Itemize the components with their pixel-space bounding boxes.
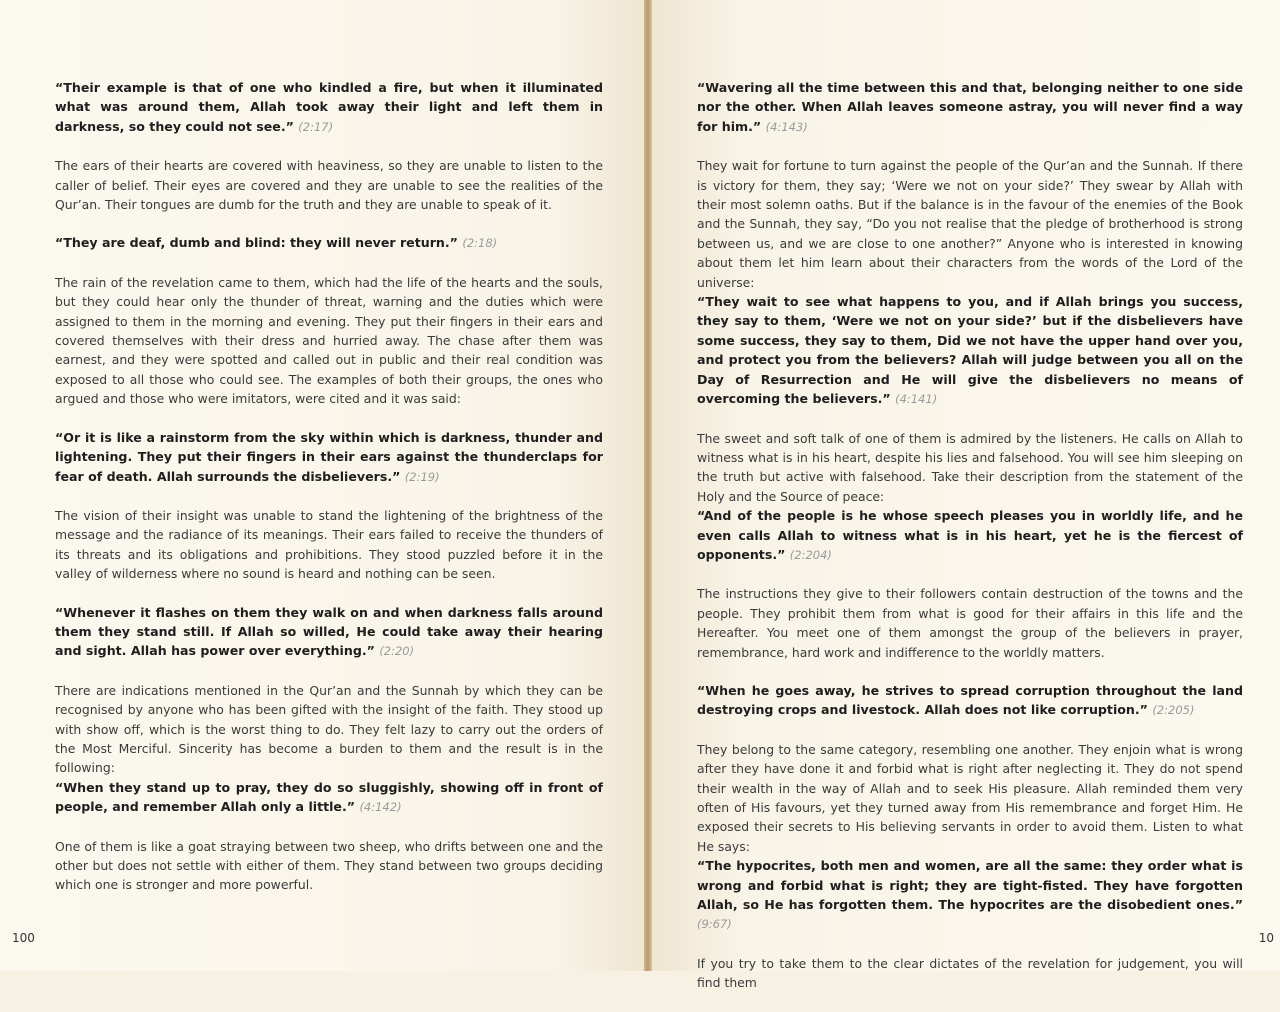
verse-reference: (4:143) (765, 119, 808, 134)
quote-paragraph: “Whenever it flashes on them they walk on and when darkness falls around them they stand still. If Allah so willed, He could take away their hearing and sight. Allah has power over everything.” (2:20) (55, 604, 603, 659)
left-page (0, 0, 644, 971)
verse-reference: (2:18) (462, 236, 498, 251)
verse-reference: (2:19) (404, 469, 440, 484)
page-number: 100 (12, 931, 35, 945)
book-gutter (644, 0, 652, 971)
verse-reference: (2:204) (789, 547, 832, 562)
verse-reference: (2:205) (1152, 703, 1195, 718)
quote-paragraph: “Wavering all the time between this and that, belonging neither to one side nor the other. When Allah leaves someone astray, you will never find a way for him.” (4:143) (697, 80, 1243, 134)
right-page (652, 0, 1280, 991)
verse-reference: (2:20) (379, 644, 415, 659)
quote-paragraph: “They are deaf, dumb and blind: they will never return.” (2:18) (55, 235, 498, 251)
verse-reference: (2:17) (298, 119, 334, 134)
quote-paragraph: “The hypocrites, both men and women, are all the same: they order what is wrong and forbid what is right; they are tight-fisted. They have forgotten Allah, so He has forgotten them. The hypocrites are the disobedient ones.” (9:67) (697, 858, 1243, 932)
body-paragraph: The rain of the revelation came to them, which had the life of the hearts and the souls, but they could hear only the thunder of threat, warning and the duties which were assigned to them in the morning and evening. They put their fingers in their ears and covered themselves with their dress and hurried away. The chase after them was earnest, and they were spotted and called out in public and their real condition was exposed to all those who could see. The examples of both their groups, the ones who argued and those who were imitators, were cited and it was said: (55, 274, 603, 407)
page-number: 10 (1258, 931, 1274, 945)
verse-reference: (4:142) (359, 800, 402, 815)
verse-reference: (4:141) (895, 392, 938, 407)
body-paragraph: The vision of their insight was unable to stand the lightening of the brightness of the message and the radiance of its meanings. Their ears failed to receive the thunders of its threats and its obligations and prohibitions. They stood puzzled before it in the valley of wilderness where no sound is heard and nothing can be seen. (55, 507, 603, 582)
quote-paragraph: “And of the people is he whose speech pleases you in worldly life, and he even calls Allah to witness what is in his heart, yet he is the fiercest of opponents.” (2:204) (697, 508, 1243, 562)
left-text-column (55, 78, 603, 914)
verse-reference: (9:67) (697, 917, 732, 932)
quote-paragraph: “When they stand up to pray, they do so sluggishly, showing off in front of people, and remember Allah only a little.” (4:142) (55, 779, 603, 815)
body-paragraph: The sweet and soft talk of one of them is admired by the listeners. He calls on Allah to witness what is in his heart, despite his lies and falsehood. You will see him sleeping on the truth but active with falsehood. Take their description from the statement of the Holy and the Source of peace: (697, 430, 1243, 504)
body-paragraph: If you try to take them to the clear dictates of the revelation for judgement, you will find them (697, 955, 1243, 991)
quote-paragraph: “Their example is that of one who kindled a fire, but when it illuminated what was around them, Allah took away their light and left them in darkness, so they could not see.” (2:17) (55, 80, 603, 134)
body-paragraph: One of them is like a goat straying between two sheep, who drifts between one and the other but does not settle with either of them. They stand between two groups deciding which one is stronger and more powerful. (55, 838, 603, 893)
body-paragraph: There are indications mentioned in the Qur’an and the Sunnah by which they can be recognised by anyone who has been gifted with the insight of the faith. They stood up with show off, which is the worst thing to do. They felt lazy to carry out the orders of the Most Merciful. Sincerity has become a burden to them and the result is in the following: (55, 682, 603, 776)
quote-paragraph: “Or it is like a rainstorm from the sky within which is darkness, thunder and lightening. They put their fingers in their ears against the thunderclaps for fear of death. Allah surrounds the disbelievers.” (2:19) (55, 429, 603, 484)
body-paragraph: They wait for fortune to turn against the people of the Qur’an and the Sunnah. If there is victory for them, they say; ‘Were we not on your side?’ They swear by Allah with their most solemn oaths. But if the balance is in the favour of the enemies of the Book and the Sunnah, they say, “Do you not realise that the pledge of brotherhood is strong between us, and we are close to one another?” Anyone who is interested in knowing about them let him learn about their characters from the words of the Lord of the universe: (697, 158, 1243, 290)
quote-paragraph: “They wait to see what happens to you, and if Allah brings you success, they say to them, ‘Were we not on your side?’ but if the disbelievers have some success, they say to them, Did we not have the upper hand over you, and protect you from the believers? Allah will judge between you all on the Day of Resurrection and He will give the disbelievers no means of overcoming the believers.” (4:141) (697, 294, 1243, 407)
right-text-column (697, 78, 1243, 1012)
quote-paragraph: “When he goes away, he strives to spread corruption throughout the land destroying crops and livestock. Allah does not like corruption.” (2:205) (697, 682, 1243, 718)
body-paragraph: The instructions they give to their followers contain destruction of the towns and the people. They prohibit them from what is good for their affairs in this life and the Hereafter. You meet one of them amongst the group of the believers in prayer, remembrance, hard work and indifference to the worldly matters. (697, 586, 1243, 660)
body-paragraph: They belong to the same category, resembling one another. They enjoin what is wrong after they have done it and forbid what is right after neglecting it. They do not spend their wealth in the way of Allah and to seek His pleasure. Allah reminded them very often of His favours, yet they turned away from His remembrance and forget Him. He exposed their secrets to His believing servants in order to avoid them. Listen to what He says: (697, 741, 1243, 854)
body-paragraph: The ears of their hearts are covered with heaviness, so they are unable to listen to the caller of belief. Their eyes are covered and they are unable to see the realities of the Qur’an. Their tongues are dumb for the truth and they are unable to speak of it. (55, 158, 603, 213)
